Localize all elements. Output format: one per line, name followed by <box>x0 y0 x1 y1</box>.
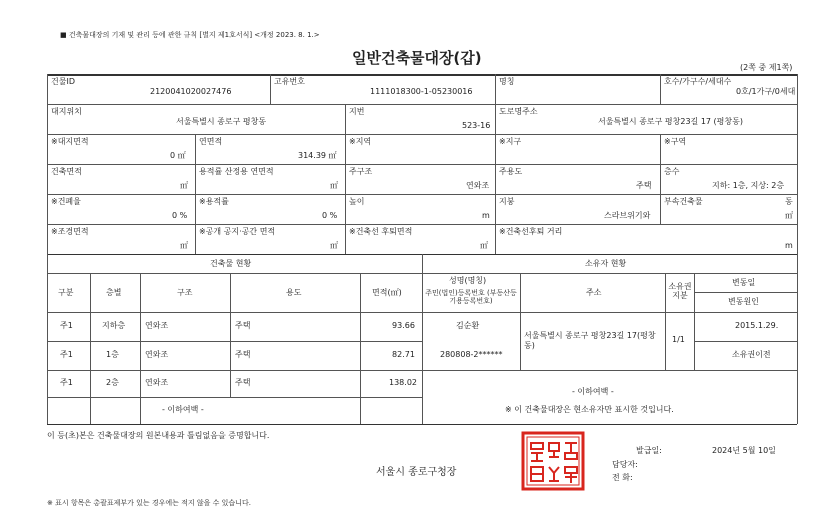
floor-area-value: 314.39 ㎡ <box>298 151 337 160</box>
floors-label: 층수 <box>664 167 680 176</box>
building-area-label: 건축면적 <box>51 167 82 176</box>
row2-area: 82.71 <box>392 350 415 359</box>
building-id-value: 2120041020027476 <box>150 87 232 96</box>
issuer-name: 서울시 종로구청장 <box>376 467 457 478</box>
land-area-value: 0 ㎡ <box>170 151 186 160</box>
row3-structure: 연와조 <box>145 378 169 387</box>
setback-distance-label: ※건축선후퇴 거리 <box>499 227 563 236</box>
row2-floor: 1층 <box>106 350 119 359</box>
use-label: 주용도 <box>499 167 523 176</box>
roof-value: 스라브위기와 <box>604 211 651 220</box>
unique-no-label: 고유번호 <box>274 77 305 86</box>
building-id-label: 건물ID <box>51 77 75 86</box>
lot-label: 지번 <box>349 107 365 116</box>
use-value: 주택 <box>636 181 652 190</box>
official-seal <box>521 431 585 491</box>
row3-area: 138.02 <box>389 378 417 387</box>
public-space-label: ※공개 공지·공간 면적 <box>199 227 276 236</box>
road-address-label: 도로명주소 <box>499 107 538 116</box>
owner-share: 1/1 <box>672 335 685 344</box>
col-header-address: 주소 <box>586 288 602 297</box>
floors-value: 지하: 1층, 지상: 2층 <box>712 181 785 190</box>
col-header-change-date: 변동일 <box>732 278 756 287</box>
building-blank-note: - 이하여백 - <box>162 405 204 414</box>
col-header-area: 면적(㎡) <box>372 288 402 297</box>
phone-label: 전 화: <box>612 473 633 482</box>
far-value: 0 % <box>322 211 338 220</box>
issue-date-label: 발급일: <box>636 446 662 455</box>
col-header-floor: 층별 <box>106 288 122 297</box>
row3-floor: 2층 <box>106 378 119 387</box>
far-label: ※용적률 <box>199 197 229 206</box>
page-info: (2쪽 중 제1쪽) <box>740 63 793 72</box>
owner-blank-note: - 이하여백 - <box>572 387 614 396</box>
owner-address: 서울특별시 종로구 평창23길 17(평창동) <box>524 331 656 350</box>
owner-note: ※ 이 건축물대장은 현소유자만 표시한 것입니다. <box>505 405 674 414</box>
row1-use: 주택 <box>235 321 251 330</box>
annex-count: 동 <box>785 197 793 206</box>
units-label: 호수/가구수/세대수 <box>664 77 732 86</box>
row2-structure: 연와조 <box>145 350 169 359</box>
col-header-share: 소유권 지분 <box>668 282 692 300</box>
site-value: 서울특별시 종로구 평창동 <box>176 117 267 126</box>
owner-change-date: 2015.1.29. <box>735 321 779 330</box>
col-header-owner-name: 성명(명칭) <box>449 276 487 285</box>
structure-label: 주구조 <box>349 167 373 176</box>
site-label: 대지위치 <box>51 107 82 116</box>
document-title: 일반건축물대장(갑) <box>352 49 482 67</box>
structure-value: 연와조 <box>466 181 490 190</box>
certification-text: 이 등(초)본은 건축물대장의 원본내용과 틀림없음을 증명합니다. <box>47 431 270 440</box>
row1-area: 93.66 <box>392 321 415 330</box>
land-area-label: ※대지면적 <box>51 137 89 146</box>
row1-structure: 연와조 <box>145 321 169 330</box>
public-space-value: ㎡ <box>330 241 338 250</box>
law-reference: ■ 건축물대장의 기재 및 관리 등에 관한 규칙 [별지 제1호서식] <개정 2023. 8. 1.> <box>60 31 320 39</box>
height-value: m <box>482 211 490 220</box>
owner-name: 김순환 <box>456 321 480 330</box>
owner-change-reason: 소유권이전 <box>732 350 771 359</box>
col-header-type: 구분 <box>58 288 74 297</box>
district-label: ※지구 <box>499 137 522 146</box>
landscape-value: ㎡ <box>180 241 188 250</box>
annex-label: 부속건축물 <box>664 197 703 206</box>
landscape-label: ※조경면적 <box>51 227 89 236</box>
col-header-owner-id: 주민(법인)등록번호 (부동산등기용등록번호) <box>425 289 517 306</box>
row1-floor: 지하층 <box>102 321 126 330</box>
building-status-title: 건축물 현황 <box>210 259 252 268</box>
issue-date-value: 2024년 5월 10일 <box>712 446 776 455</box>
building-area-value: ㎡ <box>180 181 188 190</box>
row3-type: 주1 <box>60 378 73 387</box>
annex-area: ㎡ <box>785 211 793 220</box>
name-label: 명칭 <box>499 77 515 86</box>
area-label: ※구역 <box>664 137 687 146</box>
bcr-value: 0 % <box>172 211 188 220</box>
height-label: 높이 <box>349 197 365 206</box>
floor-area-label: 연면적 <box>199 137 223 146</box>
far-area-value: ㎡ <box>330 181 338 190</box>
lot-value: 523-16 <box>462 121 491 130</box>
col-header-change-reason: 변동원인 <box>728 297 759 306</box>
far-area-label: 용적률 산정용 연면적 <box>199 167 274 176</box>
row3-use: 주택 <box>235 378 251 387</box>
footnote: ※ 표시 항목은 총괄표제부가 있는 경우에는 적지 않을 수 있습니다. <box>47 499 251 507</box>
setback-area-value: ㎡ <box>480 241 488 250</box>
zone-label: ※지역 <box>349 137 372 146</box>
bcr-label: ※건폐율 <box>51 197 81 206</box>
unique-no-value: 1111018300-1-05230016 <box>370 87 473 96</box>
row2-use: 주택 <box>235 350 251 359</box>
row2-type: 주1 <box>60 350 73 359</box>
officer-label: 담당자: <box>612 460 638 469</box>
owner-status-title: 소유자 현황 <box>585 259 627 268</box>
road-address-value: 서울특별시 종로구 평창23길 17 (평창동) <box>598 117 743 126</box>
col-header-structure: 구조 <box>177 288 193 297</box>
roof-label: 지붕 <box>499 197 515 206</box>
owner-id: 280808-2****** <box>440 350 503 359</box>
setback-area-label: ※건축선 후퇴면적 <box>349 227 413 236</box>
row1-type: 주1 <box>60 321 73 330</box>
units-value: 0호/1가구/0세대 <box>736 87 796 96</box>
setback-distance-value: m <box>785 241 793 250</box>
col-header-use: 용도 <box>286 288 302 297</box>
